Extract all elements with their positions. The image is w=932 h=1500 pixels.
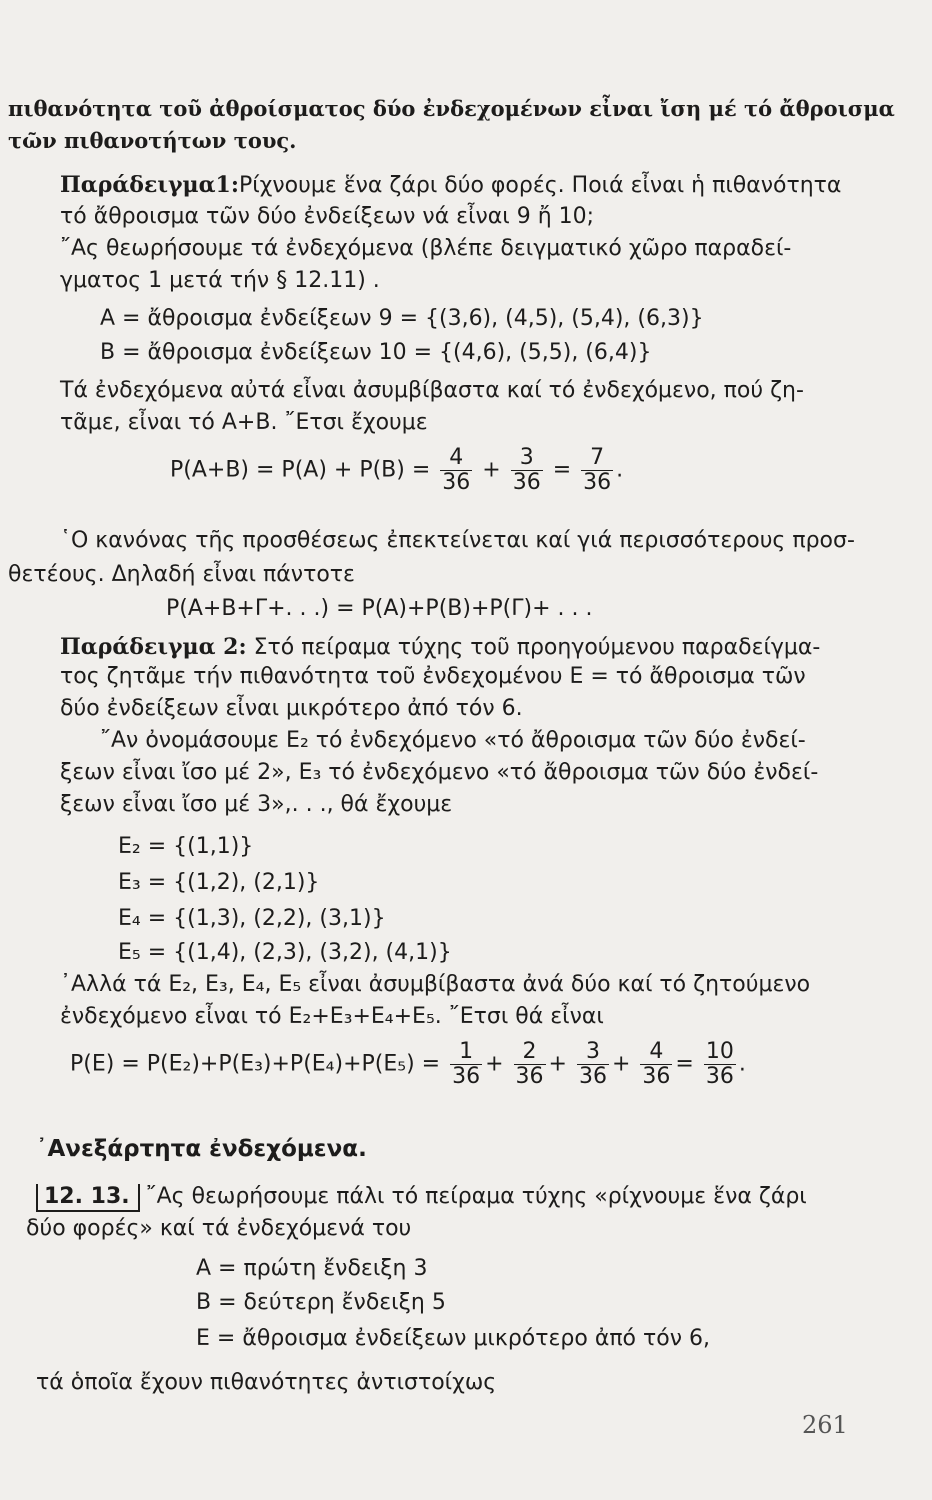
text-line-5: ῎Ας θεωρήσουμε τά ἐνδεχόμενα (βλέπε δειγματικό χῶρο παραδεί-	[60, 236, 792, 261]
text-line-17: ξεων εἶναι ἴσο μέ 2», Ε₃ τό ἐνδεχόμενο «τό ἄθροισμα τῶν δύο ἐνδεί-	[60, 760, 819, 785]
text-line-18: ξεων εἶναι ἴσο μέ 3»,. . ., θά ἔχουμε	[60, 792, 453, 817]
fraction	[704, 1040, 736, 1089]
denominator: 36	[583, 470, 612, 495]
text-line-16: ῎Αν ὀνομάσουμε Ε₂ τό ἐνδεχόμενο «τό ἄθροισμα τῶν δύο ἐνδεί-	[100, 728, 806, 753]
event-b-definition: Β = δεύτερη ἔνδειξη 5	[196, 1290, 446, 1315]
example-1-label: Παράδειγμα1:	[60, 172, 239, 198]
fraction	[450, 1040, 482, 1089]
text-line-9: Τά ἐνδεχόμενα αὐτά εἶναι ἀσυμβίβαστα καί τό ἐνδεχόμενο, πού ζη-	[60, 378, 804, 403]
text-line-19: ᾿Αλλά τά Ε₂, Ε₃, Ε₄, Ε₅ εἶναι ἀσυμβίβαστα ἀνά δύο καί τό ζητούμενο	[60, 972, 811, 997]
event-a-definition: Α = πρώτη ἔνδειξη 3	[196, 1256, 428, 1281]
denominator: 36	[705, 1064, 734, 1089]
text-line-4: τό ἄθροισμα τῶν δύο ἐνδείξεων νά εἶναι 9 ἤ 10;	[60, 204, 595, 229]
set-b-definition: Β = ἄθροισμα ἐνδείξεων 10 = {(4,6), (5,5), (6,4)}	[100, 340, 652, 365]
numerator: 10	[705, 1039, 734, 1064]
example-1-text: Ρίχνουμε ἕνα ζάρι δύο φορές. Ποιά εἶναι ἡ πιθανότητα	[238, 173, 842, 198]
text-line-10: τᾶμε, εἶναι τό Α+Β. ῎Ετσι ἔχουμε	[60, 410, 428, 435]
numerator: 4	[449, 445, 464, 470]
fraction	[511, 446, 543, 495]
fraction	[514, 1040, 546, 1089]
set-e5: Ε₅ = {(1,4), (2,3), (3,2), (4,1)}	[118, 940, 452, 965]
example-2-text: Στό πείραμα τύχης τοῦ προηγούμενου παραδείγμα-	[253, 635, 821, 660]
denominator: 36	[515, 1064, 544, 1089]
numerator: 4	[649, 1039, 664, 1064]
text-line-20: ἐνδεχόμενο εἶναι τό Ε₂+Ε₃+Ε₄+Ε₅. ῎Ετσι θά εἶναι	[60, 1004, 604, 1029]
numerator: 7	[590, 445, 605, 470]
equation-2: P(A+B+Γ+. . .) = P(A)+P(B)+P(Γ)+ . . .	[166, 596, 593, 621]
text-line-6: γματος 1 μετά τήν § 12.11) .	[60, 268, 380, 293]
text-line-1: πιθανότητα τοῦ ἀθροίσματος δύο ἐνδεχομένων εἶναι ἴση μέ τό ἄθροισμα	[8, 96, 895, 121]
section-heading: ᾿Ανεξάρτητα ἐνδεχόμενα.	[36, 1136, 367, 1162]
denominator: 36	[452, 1064, 481, 1089]
text-line-11: ῾Ο κανόνας τῆς προσθέσεως ἐπεκτείνεται καί γιά περισσότερους προσ-	[60, 528, 855, 553]
section-number-box: 12. 13.	[36, 1184, 140, 1212]
set-e2: Ε₂ = {(1,1)}	[118, 834, 254, 859]
set-a-definition: Α = ἄθροισμα ἐνδείξεων 9 = {(3,6), (4,5), (5,4), (6,3)}	[100, 306, 704, 331]
numerator: 3	[519, 445, 534, 470]
equation-1: P(A+B) = P(A) + P(B) = $\frac{4}{36}$ + $\frac{3}{36}$ = $\frac{7}{36}$ .	[170, 445, 624, 495]
numerator: 1	[459, 1039, 474, 1064]
page-number: 261	[802, 1411, 848, 1439]
fraction	[577, 1040, 609, 1089]
denominator: 36	[642, 1064, 671, 1089]
text-line-23: τά ὁποῖα ἔχουν πιθανότητες ἀντιστοίχως	[36, 1370, 497, 1395]
example-1-line	[60, 172, 841, 199]
fraction	[581, 446, 613, 495]
text-line-2: τῶν πιθανοτήτων τους.	[8, 128, 297, 153]
text-line-12: θετέους. Δηλαδή εἶναι πάντοτε	[8, 562, 355, 587]
text-line-22: δύο φορές» καί τά ἐνδεχόμενά του	[26, 1216, 412, 1241]
denominator: 36	[512, 470, 541, 495]
equation-3: P(E) = P(E₂)+P(E₃)+P(E₄)+P(E₅) = $\frac{1}{36}$ + $\frac{2}{36}$ + $\frac{3}{36}$ + $\frac{4}{36}$ = $\frac{10}{36}$ .	[70, 1039, 746, 1089]
denominator: 36	[442, 470, 471, 495]
denominator: 36	[578, 1064, 607, 1089]
text-line-14: τος ζητᾶμε τήν πιθανότητα τοῦ ἐνδεχομένου Ε = τό ἄθροισμα τῶν	[60, 664, 806, 689]
fraction	[440, 446, 472, 495]
text-line-15: δύο ἐνδείξεων εἶναι μικρότερο ἀπό τόν 6.	[60, 696, 523, 721]
equation-3-lhs: P(E) = P(E₂)+P(E₃)+P(E₄)+P(E₅) =	[70, 1051, 441, 1077]
example-2-label: Παράδειγμα 2:	[60, 634, 247, 660]
set-e4: Ε₄ = {(1,3), (2,2), (3,1)}	[118, 906, 386, 931]
equation-1-lhs: P(A+B) = P(A) + P(B) =	[170, 457, 431, 483]
event-e-definition: Ε = ἄθροισμα ἐνδείξεων μικρότερο ἀπό τόν 6,	[196, 1326, 710, 1351]
example-2-line	[60, 634, 820, 661]
section-12-13-text: ῎Ας θεωρήσουμε πάλι τό πείραμα τύχης «ρίχνουμε ἕνα ζάρι	[145, 1184, 807, 1209]
fraction	[640, 1040, 672, 1089]
set-e3: Ε₃ = {(1,2), (2,1)}	[118, 870, 320, 895]
numerator: 3	[585, 1039, 600, 1064]
numerator: 2	[522, 1039, 537, 1064]
section-12-13-line	[36, 1184, 807, 1212]
